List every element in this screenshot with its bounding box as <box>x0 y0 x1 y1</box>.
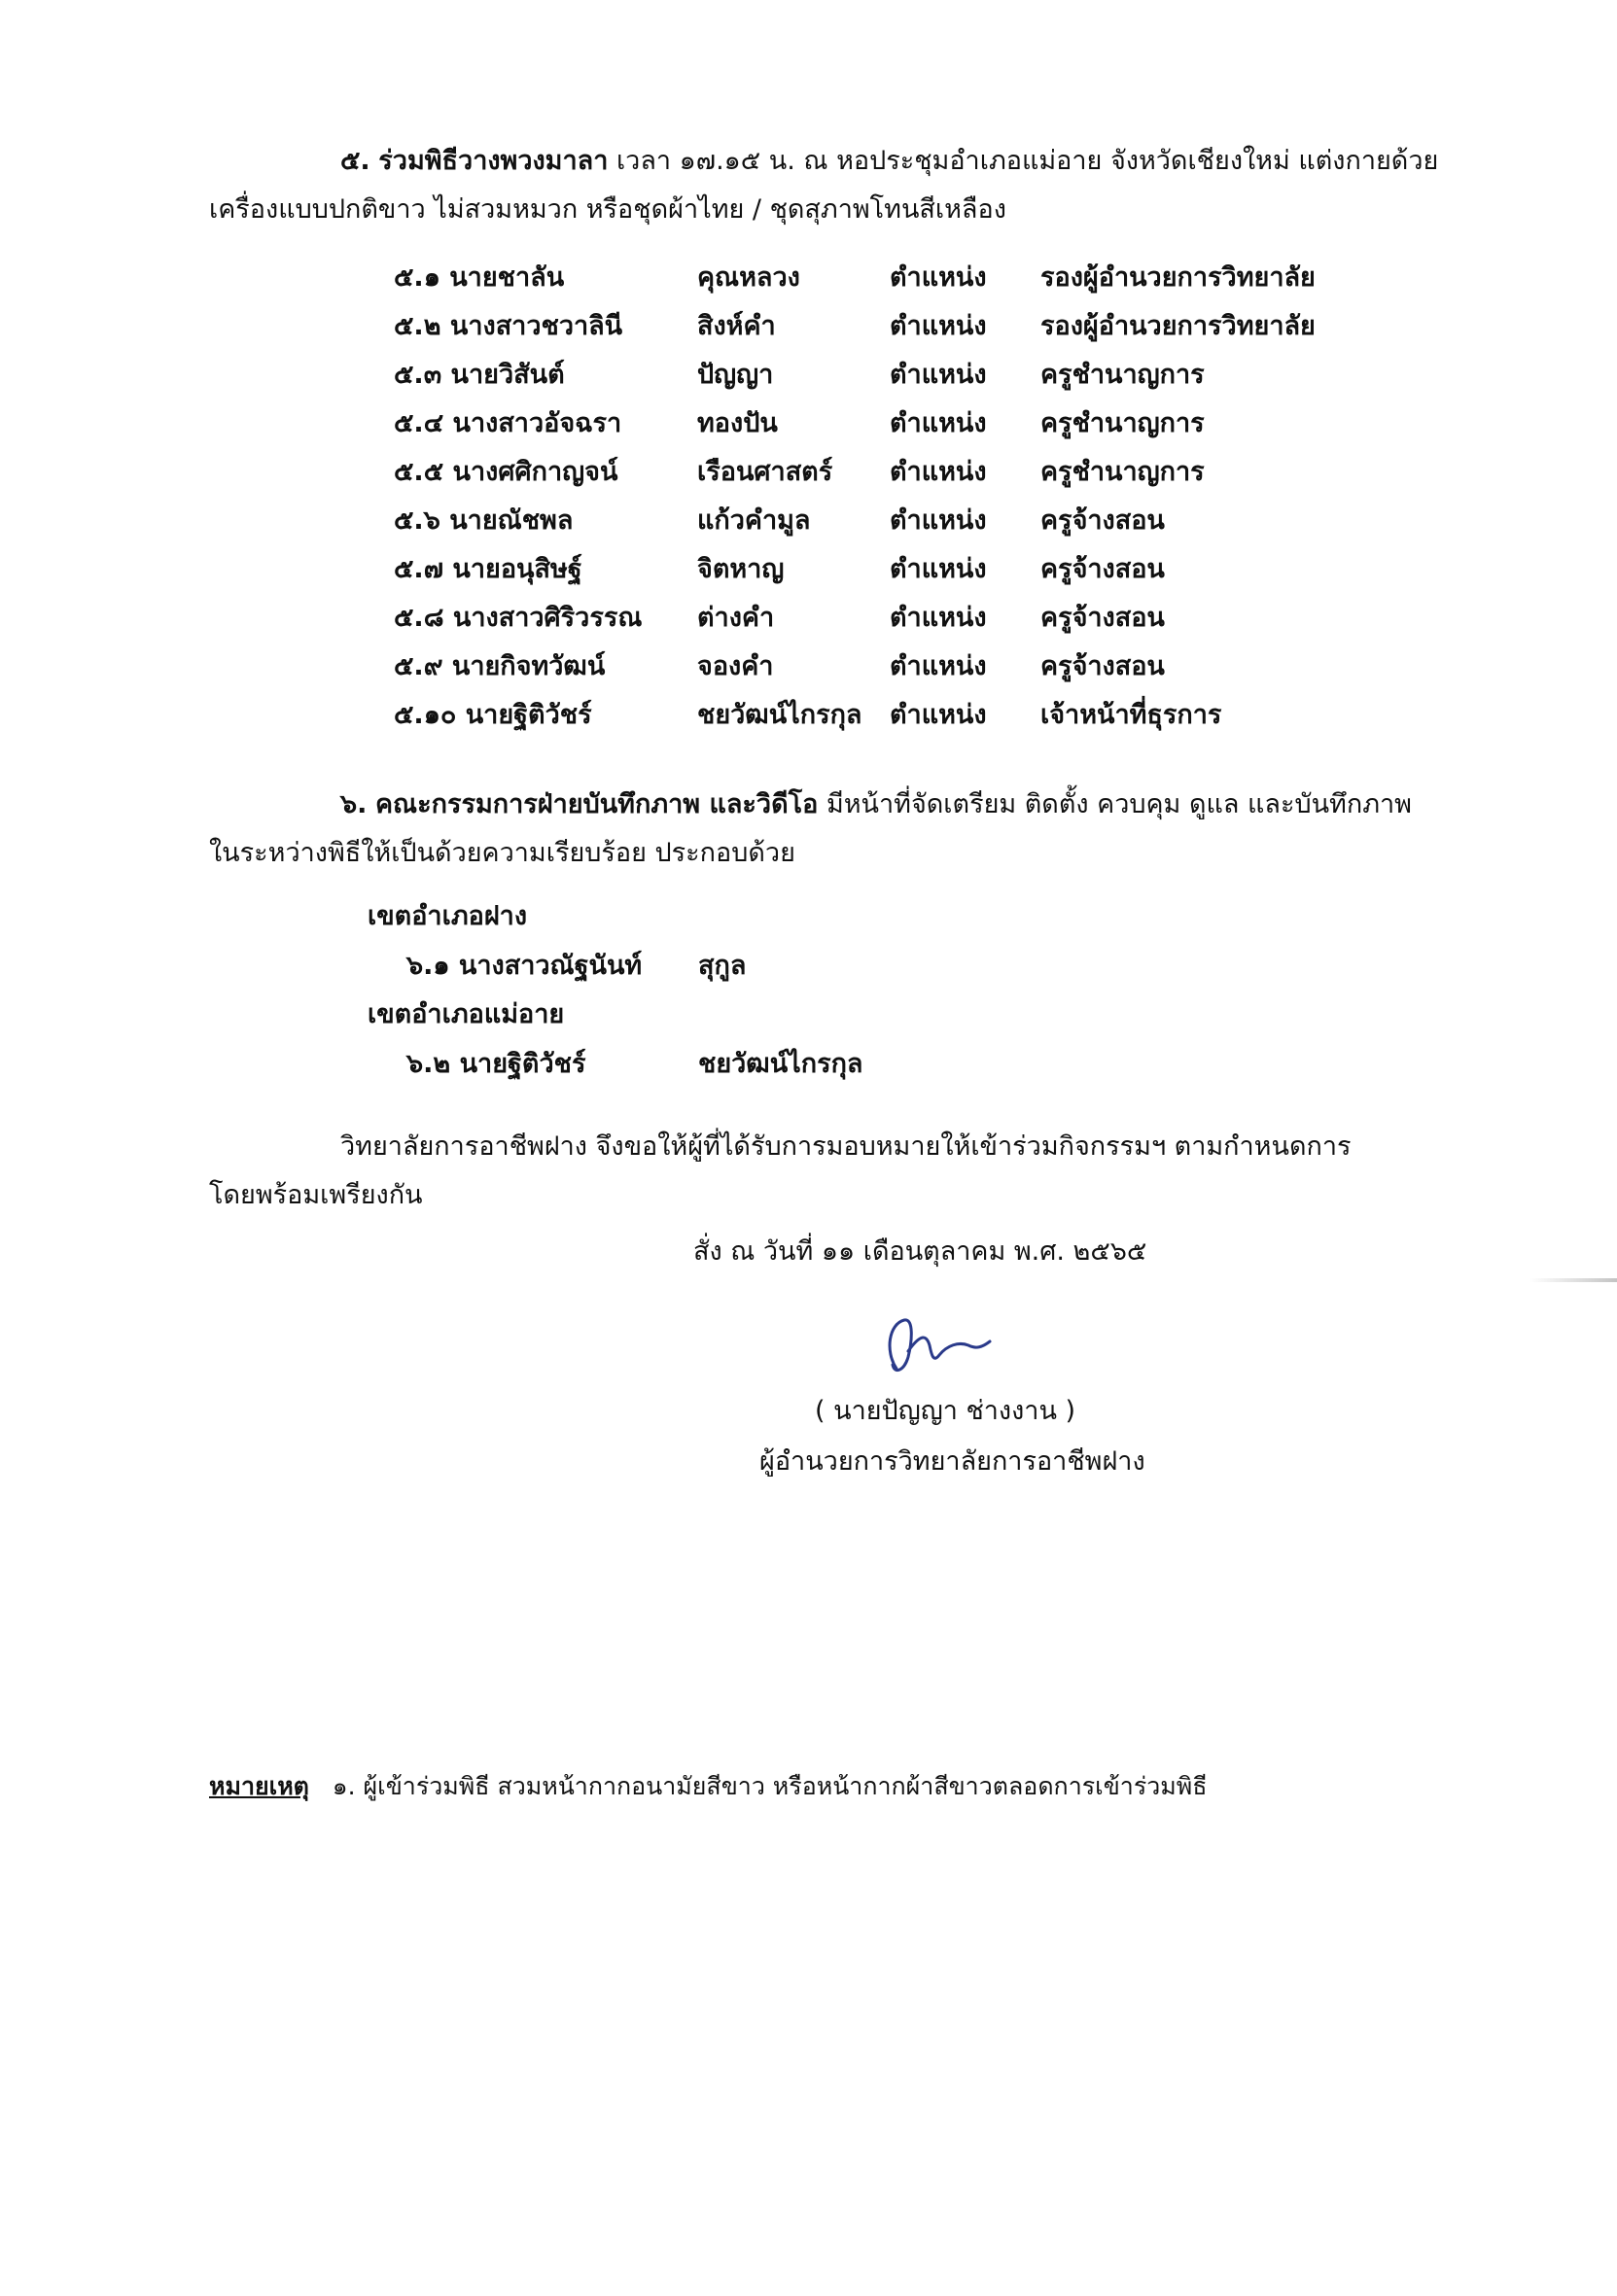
section5-title: ร่วมพิธีวางพวงมาลา <box>378 146 609 176</box>
member-name: ๕.๑ นายชาลัน <box>394 262 565 293</box>
member-surname: ปัญญา <box>697 360 774 390</box>
footnote-text: ๑. ผู้เข้าร่วมพิธี สวมหน้ากากอนามัยสีขาว หรือหน้ากากผ้าสีขาวตลอดการเข้าร่วมพิธี <box>332 1772 1208 1800</box>
member-surname: สิงห์คำ <box>697 311 776 341</box>
position-label: ตำแหน่ง <box>890 505 987 536</box>
member-name: ๕.๙ นายกิจทวัฒน์ <box>394 651 606 681</box>
footnote-label: หมายเหตุ <box>209 1772 309 1800</box>
member-name: ๕.๔ นางสาวอัจฉรา <box>394 408 622 438</box>
section5-line1 <box>209 142 1478 181</box>
member-name: ๕.๑๐ นายฐิติวัชร์ <box>394 700 592 730</box>
section5-number: ๕. <box>340 146 370 176</box>
position-label: ตำแหน่ง <box>890 554 987 584</box>
member-surname: ต่างคำ <box>697 603 775 633</box>
member-surname: แก้วคำมูล <box>697 505 811 536</box>
scan-artifact <box>1529 1278 1617 1282</box>
position-label: ตำแหน่ง <box>890 603 987 633</box>
member-position: เจ้าหน้าที่ธุรการ <box>1040 700 1222 730</box>
member-position: ครูชำนาญการ <box>1040 408 1205 438</box>
position-label: ตำแหน่ง <box>890 408 987 438</box>
photo-member-surname: ชยวัฒน์ไกรกุล <box>698 1049 863 1079</box>
photo-member-name: ๖.๒ นายฐิติวัชร์ <box>406 1049 586 1079</box>
signatory-name: ( นายปัญญา ช่างงาน ) <box>815 1396 1076 1426</box>
member-position: ครูจ้างสอน <box>1040 603 1165 633</box>
closing-paragraph <box>209 1128 1478 1215</box>
member-position: ครูชำนาญการ <box>1040 360 1205 390</box>
section5-line2: เครื่องแบบปกติขาว ไม่สวมหมวก หรือชุดผ้าไทย / ชุดสุภาพโทนสีเหลือง <box>209 194 1006 225</box>
section5-paragraph <box>209 142 1478 229</box>
position-label: ตำแหน่ง <box>890 651 987 681</box>
signature-image <box>875 1312 1002 1380</box>
position-label: ตำแหน่ง <box>890 700 987 730</box>
section6-line1-rest: มีหน้าที่จัดเตรียม ติดตั้ง ควบคุม ดูแล และบันทึกภาพ <box>826 789 1412 819</box>
member-name: ๕.๒ นางสาวชวาลินี <box>394 311 623 341</box>
district-label: เขตอำเภอแม่อาย <box>368 999 565 1029</box>
signatory-title: ผู้อำนวยการวิทยาลัยการอาชีพฝาง <box>759 1446 1145 1477</box>
member-position: ครูชำนาญการ <box>1040 457 1205 487</box>
member-position: รองผู้อำนวยการวิทยาลัย <box>1040 262 1316 293</box>
position-label: ตำแหน่ง <box>890 457 987 487</box>
section6-paragraph <box>209 785 1478 873</box>
position-label: ตำแหน่ง <box>890 262 987 293</box>
section6-line2: ในระหว่างพิธีให้เป็นด้วยความเรียบร้อย ประกอบด้วย <box>209 838 795 868</box>
footnote <box>209 1767 1208 1806</box>
closing-line2: โดยพร้อมเพรียงกัน <box>209 1180 423 1210</box>
closing-line1: วิทยาลัยการอาชีพฝาง จึงขอให้ผู้ที่ได้รับการมอบหมายให้เข้าร่วมกิจกรรมฯ ตามกำหนดการ <box>340 1131 1352 1162</box>
member-surname: จองคำ <box>697 651 774 681</box>
member-surname: ชยวัฒน์ไกรกุล <box>697 700 862 730</box>
order-date: สั่ง ณ วันที่ ๑๑ เดือนตุลาคม พ.ศ. ๒๕๖๕ <box>693 1236 1147 1267</box>
member-position: ครูจ้างสอน <box>1040 651 1165 681</box>
section6-line1 <box>209 785 1478 824</box>
member-name: ๕.๘ นางสาวศิริวรรณ <box>394 603 643 633</box>
section6-title: คณะกรรมการฝ่ายบันทึกภาพ และวิดีโอ <box>375 789 819 819</box>
member-surname: คุณหลวง <box>697 262 800 293</box>
member-name: ๕.๕ นางศศิกาญจน์ <box>394 457 618 487</box>
section6-number: ๖. <box>340 789 368 819</box>
position-label: ตำแหน่ง <box>890 311 987 341</box>
photo-member-name: ๖.๑ นางสาวณัฐนันท์ <box>406 951 643 981</box>
photo-member-surname: สุกูล <box>698 951 747 981</box>
member-name: ๕.๓ นายวิสันต์ <box>394 360 565 390</box>
district-label: เขตอำเภอฝาง <box>368 901 528 931</box>
member-surname: เรือนศาสตร์ <box>697 457 833 487</box>
member-surname: จิตหาญ <box>697 554 785 584</box>
member-position: ครูจ้างสอน <box>1040 554 1165 584</box>
section5-line1-rest: เวลา ๑๗.๑๕ น. ณ หอประชุมอำเภอแม่อาย จังหวัดเชียงใหม่ แต่งกายด้วย <box>615 146 1439 176</box>
position-label: ตำแหน่ง <box>890 360 987 390</box>
member-name: ๕.๖ นายณัชพล <box>394 505 574 536</box>
member-position: รองผู้อำนวยการวิทยาลัย <box>1040 311 1316 341</box>
member-name: ๕.๗ นายอนุสิษฐ์ <box>394 554 582 584</box>
member-position: ครูจ้างสอน <box>1040 505 1165 536</box>
member-surname: ทองปัน <box>697 408 778 438</box>
